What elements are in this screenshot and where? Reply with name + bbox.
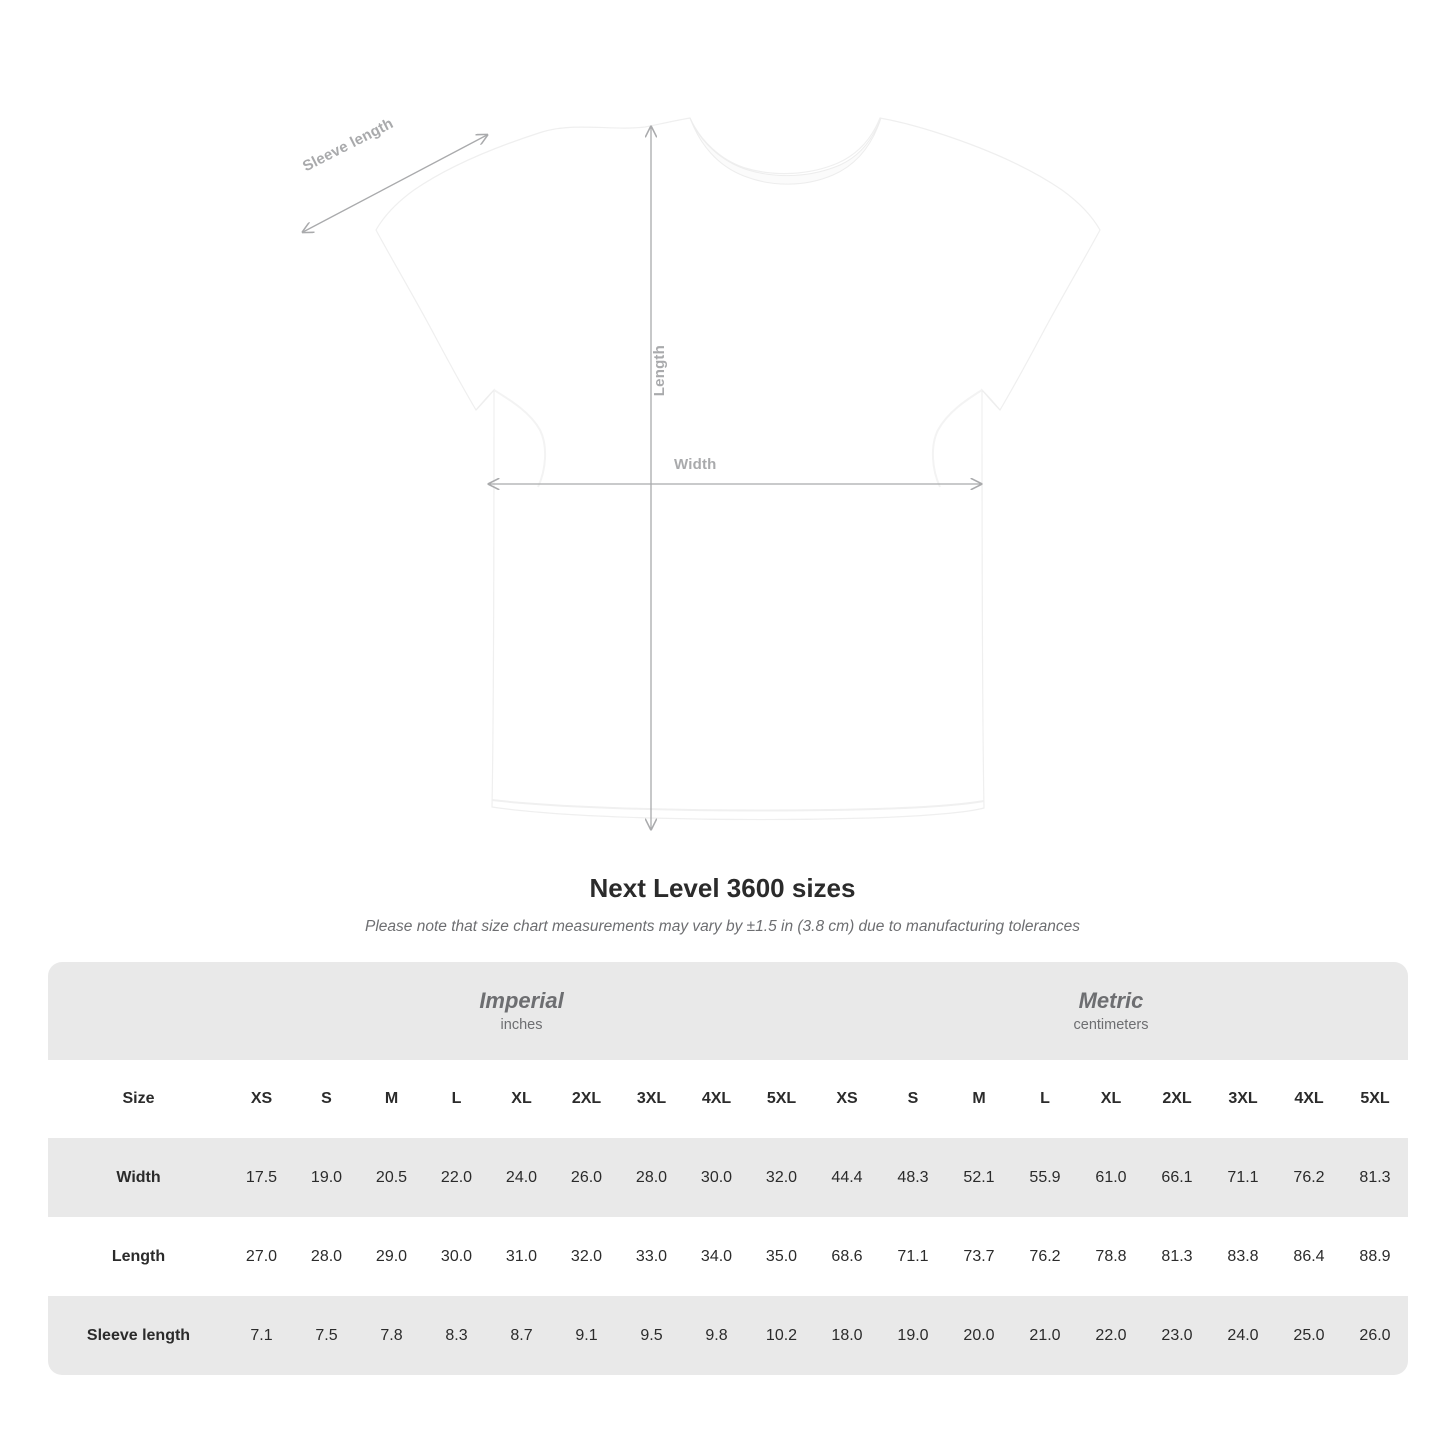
- cell-length-imperial-3xl: 33.0: [619, 1217, 684, 1296]
- cell-width-metric-3xl: 71.1: [1210, 1138, 1276, 1217]
- cell-sleeve-imperial-5xl: 10.2: [749, 1296, 814, 1375]
- cell-width-imperial-xl: 24.0: [489, 1138, 554, 1217]
- cell-length-imperial-l: 30.0: [424, 1217, 489, 1296]
- size-header-imperial-xs: XS: [229, 1060, 294, 1138]
- cell-width-imperial-4xl: 30.0: [684, 1138, 749, 1217]
- size-header-imperial-3xl: 3XL: [619, 1060, 684, 1138]
- size-header-row: [48, 1060, 1408, 1138]
- cell-sleeve-metric-3xl: 24.0: [1210, 1296, 1276, 1375]
- cell-sleeve-imperial-2xl: 9.1: [554, 1296, 619, 1375]
- cell-width-imperial-2xl: 26.0: [554, 1138, 619, 1217]
- unit-header-spacer: [48, 962, 229, 1060]
- cell-width-metric-2xl: 66.1: [1144, 1138, 1210, 1217]
- cell-length-imperial-4xl: 34.0: [684, 1217, 749, 1296]
- unit-header-imperial: [229, 962, 814, 1060]
- cell-width-imperial-3xl: 28.0: [619, 1138, 684, 1217]
- cell-sleeve-imperial-4xl: 9.8: [684, 1296, 749, 1375]
- cell-sleeve-metric-xl: 22.0: [1078, 1296, 1144, 1375]
- cell-width-imperial-l: 22.0: [424, 1138, 489, 1217]
- cell-length-metric-3xl: 83.8: [1210, 1217, 1276, 1296]
- cell-length-imperial-s: 28.0: [294, 1217, 359, 1296]
- cell-sleeve-imperial-m: 7.8: [359, 1296, 424, 1375]
- cell-sleeve-metric-m: 20.0: [946, 1296, 1012, 1375]
- row-label-length: Length: [48, 1217, 229, 1296]
- size-header-imperial-5xl: 5XL: [749, 1060, 814, 1138]
- cell-sleeve-metric-l: 21.0: [1012, 1296, 1078, 1375]
- unit-header-row: [48, 962, 1408, 1060]
- size-header-metric-s: S: [880, 1060, 946, 1138]
- size-table: [48, 962, 1408, 1375]
- tolerance-note: Please note that size chart measurements may vary by ±1.5 in (3.8 cm) due to manufacturing tolerances: [365, 918, 1080, 935]
- cell-width-metric-xl: 61.0: [1078, 1138, 1144, 1217]
- cell-width-imperial-xs: 17.5: [229, 1138, 294, 1217]
- length-label: Length: [651, 345, 668, 397]
- unit-sub-metric: centimeters: [1073, 1016, 1149, 1033]
- size-header-metric-xs: XS: [814, 1060, 880, 1138]
- size-header-label: Size: [48, 1060, 229, 1138]
- unit-sub-imperial: inches: [500, 1016, 543, 1033]
- size-header-metric-5xl: 5XL: [1342, 1060, 1408, 1138]
- cell-length-metric-m: 73.7: [946, 1217, 1012, 1296]
- table-row-sleeve-length: [48, 1296, 1408, 1375]
- table-row-width: [48, 1138, 1408, 1217]
- cell-sleeve-metric-s: 19.0: [880, 1296, 946, 1375]
- size-header-imperial-l: L: [424, 1060, 489, 1138]
- page-title: Next Level 3600 sizes: [589, 873, 856, 903]
- size-header-metric-m: M: [946, 1060, 1012, 1138]
- unit-header-metric: [814, 962, 1408, 1060]
- cell-length-metric-4xl: 86.4: [1276, 1217, 1342, 1296]
- cell-width-metric-s: 48.3: [880, 1138, 946, 1217]
- cell-sleeve-metric-4xl: 25.0: [1276, 1296, 1342, 1375]
- size-header-imperial-xl: XL: [489, 1060, 554, 1138]
- heading-block: [0, 873, 1445, 936]
- cell-sleeve-metric-5xl: 26.0: [1342, 1296, 1408, 1375]
- cell-length-imperial-xl: 31.0: [489, 1217, 554, 1296]
- cell-sleeve-imperial-xs: 7.1: [229, 1296, 294, 1375]
- row-label-sleeve-length: Sleeve length: [48, 1296, 229, 1375]
- size-header-metric-xl: XL: [1078, 1060, 1144, 1138]
- size-header-imperial-2xl: 2XL: [554, 1060, 619, 1138]
- row-label-width: Width: [48, 1138, 229, 1217]
- cell-sleeve-imperial-xl: 8.7: [489, 1296, 554, 1375]
- size-header-metric-l: L: [1012, 1060, 1078, 1138]
- cell-length-metric-5xl: 88.9: [1342, 1217, 1408, 1296]
- unit-name-imperial: Imperial: [479, 988, 564, 1014]
- size-header-imperial-m: M: [359, 1060, 424, 1138]
- sleeve-length-label: Sleeve length: [300, 114, 397, 176]
- cell-length-metric-l: 76.2: [1012, 1217, 1078, 1296]
- unit-name-metric: Metric: [1078, 988, 1144, 1014]
- cell-length-metric-2xl: 81.3: [1144, 1217, 1210, 1296]
- size-header-metric-4xl: 4XL: [1276, 1060, 1342, 1138]
- table-row-length: [48, 1217, 1408, 1296]
- cell-width-imperial-s: 19.0: [294, 1138, 359, 1217]
- cell-length-imperial-m: 29.0: [359, 1217, 424, 1296]
- size-header-imperial-s: S: [294, 1060, 359, 1138]
- cell-sleeve-metric-2xl: 23.0: [1144, 1296, 1210, 1375]
- cell-length-metric-xl: 78.8: [1078, 1217, 1144, 1296]
- width-label: Width: [674, 456, 717, 473]
- cell-sleeve-imperial-3xl: 9.5: [619, 1296, 684, 1375]
- size-header-metric-2xl: 2XL: [1144, 1060, 1210, 1138]
- cell-sleeve-imperial-s: 7.5: [294, 1296, 359, 1375]
- cell-length-metric-s: 71.1: [880, 1217, 946, 1296]
- size-header-metric-3xl: 3XL: [1210, 1060, 1276, 1138]
- cell-width-metric-xs: 44.4: [814, 1138, 880, 1217]
- cell-width-metric-5xl: 81.3: [1342, 1138, 1408, 1217]
- cell-width-metric-m: 52.1: [946, 1138, 1012, 1217]
- cell-length-imperial-2xl: 32.0: [554, 1217, 619, 1296]
- size-table-wrapper: [48, 962, 1397, 1375]
- cell-length-imperial-xs: 27.0: [229, 1217, 294, 1296]
- cell-width-metric-l: 55.9: [1012, 1138, 1078, 1217]
- cell-width-metric-4xl: 76.2: [1276, 1138, 1342, 1217]
- cell-length-imperial-5xl: 35.0: [749, 1217, 814, 1296]
- tshirt-shape: [376, 118, 1100, 820]
- cell-sleeve-imperial-l: 8.3: [424, 1296, 489, 1375]
- cell-length-metric-xs: 68.6: [814, 1217, 880, 1296]
- cell-width-imperial-m: 20.5: [359, 1138, 424, 1217]
- cell-width-imperial-5xl: 32.0: [749, 1138, 814, 1217]
- size-header-imperial-4xl: 4XL: [684, 1060, 749, 1138]
- cell-sleeve-metric-xs: 18.0: [814, 1296, 880, 1375]
